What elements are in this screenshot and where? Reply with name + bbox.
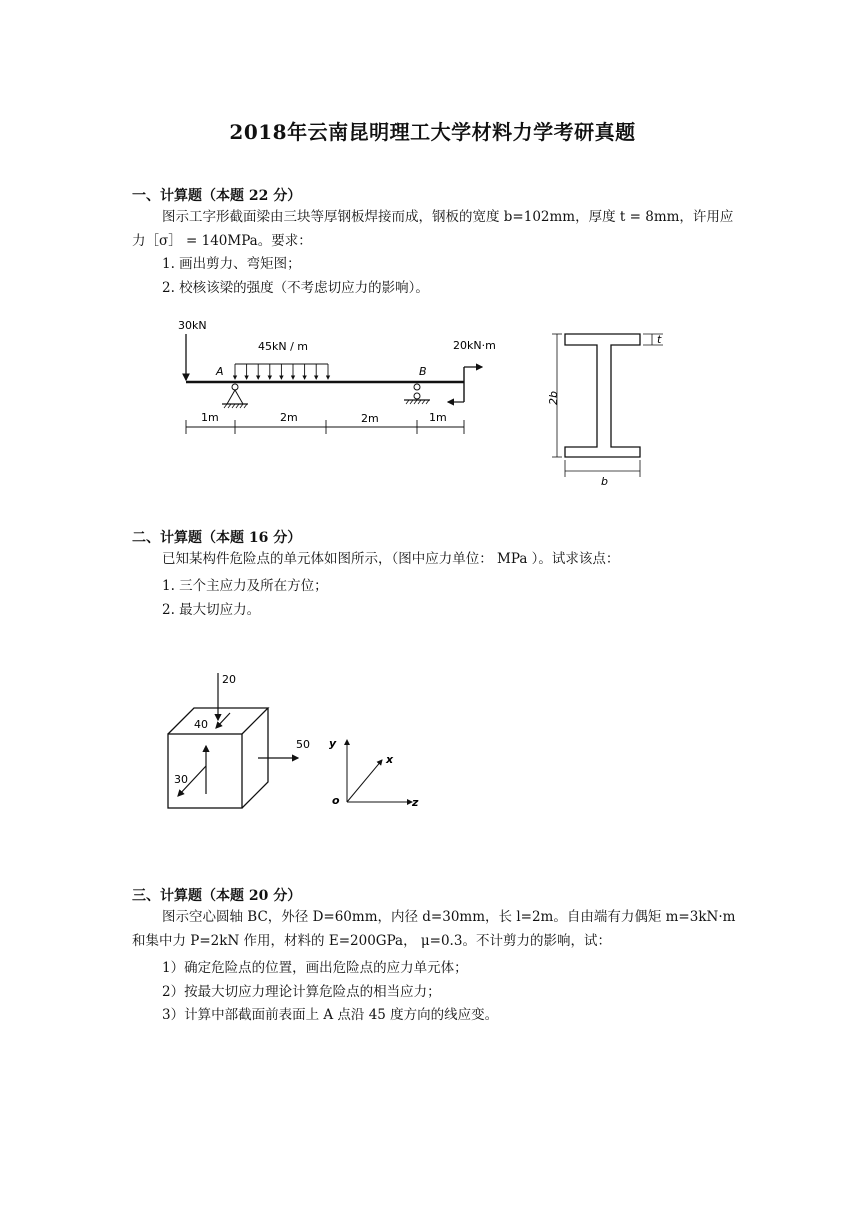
origin-label: o [332,794,340,807]
q2-paragraph: 已知某构件危险点的单元体如图所示，（图中应力单位： MPa ）。试求该点： [162,551,620,567]
q1-item-2: 2. 校核该梁的强度（不考虑切应力的影响）。 [162,280,429,296]
distributed-load-arrows [235,364,328,379]
moment-label: 20kN·m [453,339,496,352]
q3-heading: 三、计算题（本题 20 分） [132,888,302,904]
stress-30-label: 30 [174,773,188,786]
beam-diagram [170,312,500,442]
page-title: 2018年云南昆明理工大学材料力学考研真题 [229,120,636,144]
dim-2: 2m [280,411,298,424]
q3-item-1: 1）确定危险点的位置，画出危险点的应力单元体； [162,960,468,976]
thickness-label: t [657,333,662,346]
width-label: b [601,475,608,488]
stress-20-label: 20 [222,673,236,686]
point-load-label: 30kN [178,319,207,332]
dim-4: 1m [429,411,447,424]
distributed-load-label: 45kN / m [258,340,309,353]
q2-item-2: 2. 最大切应力。 [162,602,261,618]
height-label: 2b [547,391,560,405]
support-b-label: B [419,365,427,378]
stress-40-label: 40 [194,718,208,731]
y-axis-label: y [329,737,337,750]
dim-1: 1m [201,411,219,424]
q3-paragraph: 图示空心圆轴 BC，外径 D=60mm，内径 d=30mm，长 l=2m。自由端有力偶矩 m=3kN·m 和集中力 P=2kN 作用，材料的 E=200GPa， μ=0.3。不计剪力的影响，试： [132,909,736,949]
stress-element-diagram [160,668,440,818]
support-a-label: A [216,365,224,378]
x-axis [347,760,382,802]
q1-heading: 一、计算题（本题 22 分） [132,188,302,204]
q1-paragraph: 图示工字形截面梁由三块等厚钢板焊接而成，钢板的宽度 b=102mm，厚度 t = 8mm，许用应力［σ］ = 140MPa。要求： [132,209,734,249]
x-axis-label: x [386,753,394,766]
q2-heading: 二、计算题（本题 16 分） [132,530,302,546]
q2-item-1: 1. 三个主应力及所在方位； [162,578,328,594]
i-beam-section [535,325,675,488]
stress-50-label: 50 [296,738,310,751]
z-axis-label: z [412,796,419,809]
q3-item-3: 3）计算中部截面前表面上 A 点沿 45 度方向的线应变。 [162,1007,499,1023]
q3-item-2: 2）按最大切应力理论计算危险点的相当应力； [162,984,441,1000]
dim-3: 2m [361,412,379,425]
q1-item-1: 1. 画出剪力、弯矩图； [162,256,301,272]
